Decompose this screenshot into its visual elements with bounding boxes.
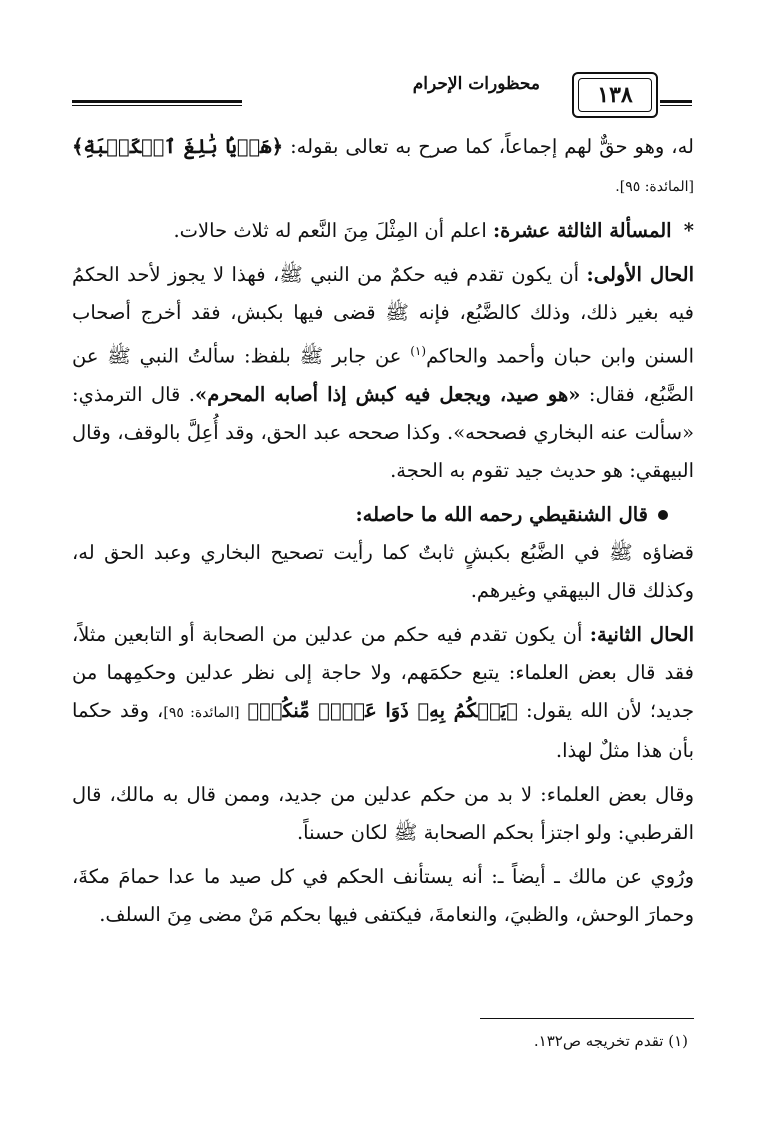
paragraph-text: ورُوي عن مالك ـ أيضاً ـ: أنه يستأنف الحكم في كل صيد ما عدا حمامَ مكةَ، وحمارَ الوحش، والظبيَ، والنعامةَ، فيكتفى فيها بحكم مَنْ مضى مِنَ السلف. xyxy=(72,864,694,926)
paragraph xyxy=(72,212,694,250)
page-header xyxy=(72,64,690,124)
paragraph-text: ، وقد حكما بأن هذا مثلٌ لهذا. xyxy=(72,698,694,762)
paragraph xyxy=(72,858,694,934)
verse-reference: [المائدة: ٩٥] xyxy=(163,704,240,721)
paragraph-text: أن يكون تقدم فيه حكمٌ من النبي ﷺ، فهذا لا يجوز لأحد الحكمُ فيه بغير ذلك، وذلك كالضَّبُع، فإنه ﷺ قضى فيها بكبش، فقد أخرج أصحاب السنن وابن حبان وأحمد والحاكم xyxy=(72,263,695,368)
star-marker: * xyxy=(683,219,694,242)
paragraph-text: أن يكون تقدم فيه حكم من عدلين من الصحابة أو التابعين مثلاً، فقد قال بعض العلماء: يتبع حكمَهم، ولا حاجة إلى نظر عدلين وحكمِهما من جديد؛ لأن الله يقول: xyxy=(72,622,695,722)
quran-verse: ﴿يَحۡكُمُ بِهِۦ ذَوَا عَدۡلٖ مِّنكُمۡ﴾ xyxy=(247,698,518,722)
paragraph xyxy=(72,128,694,206)
header-rule xyxy=(72,100,242,103)
footnote-marker: (١) xyxy=(410,344,427,358)
paragraph xyxy=(72,256,694,490)
section-heading: المسألة الثالثة عشرة: xyxy=(492,219,672,242)
paragraph-text: له، وهو حقٌّ لهم إجماعاً، كما صرح به تعالى بقوله: xyxy=(283,135,694,158)
footnote: (١) تقدم تخريجه ص١٣٢. xyxy=(533,1032,688,1050)
paragraph xyxy=(72,616,694,770)
paragraph-text: قضاؤه ﷺ في الضَّبُع بكبشٍ ثابتٌ كما رأيت تصحيح البخاري وعبد الحق له، وكذلك قال البيهقي وغيرهم. xyxy=(72,540,694,602)
hadith-quote: «هو صيد، ويجعل فيه كبش إذا أصابه المحرم» xyxy=(195,382,581,406)
header-rule xyxy=(72,105,242,106)
paragraph-text: وقال بعض العلماء: لا بد من حكم عدلين من جديد، وممن قال به مالك، قال القرطبي: ولو اجتزأ بحكم الصحابة ﷺ لكان حسناً. xyxy=(72,782,694,844)
header-rule xyxy=(660,100,692,103)
bullet-heading-text: قال الشنقيطي رحمه الله ما حاصله: xyxy=(355,502,648,526)
paragraph xyxy=(72,776,694,852)
page-body xyxy=(72,128,694,940)
footnote-rule xyxy=(480,1018,694,1019)
running-title: محظورات الإحرام xyxy=(412,74,540,94)
paragraph-text: اعلم أن المِثْلَ مِنَ النَّعم له ثلاث حالات. xyxy=(173,219,493,242)
section-heading: الحال الثانية: xyxy=(589,622,694,646)
section-heading: الحال الأولى: xyxy=(586,263,694,286)
paragraph xyxy=(72,534,694,610)
page-number: ١٣٨ xyxy=(578,78,652,112)
paragraph-text: . قال الترمذي: «سألت عنه البخاري فصححه». وكذا صححه عبد الحق، وقد أُعِلَّ بالوقف، وقال البيهقي: هو حديث جيد تقوم به الحجة. xyxy=(72,382,694,482)
bullet-heading xyxy=(72,496,668,534)
quran-verse: ﴿هَدۡيَۢا بَٰلِغَ ٱلۡكَعۡبَةِ﴾ xyxy=(72,135,284,158)
bullet-icon xyxy=(658,510,668,520)
paragraph-text: عن جابر ﷺ بلفظ: سألتُ النبي ﷺ عن الضَّبُع، فقال: xyxy=(72,344,695,406)
header-rule xyxy=(660,105,692,106)
page-number-frame xyxy=(572,72,658,118)
verse-reference: [المائدة: ٩٥]. xyxy=(615,179,694,195)
